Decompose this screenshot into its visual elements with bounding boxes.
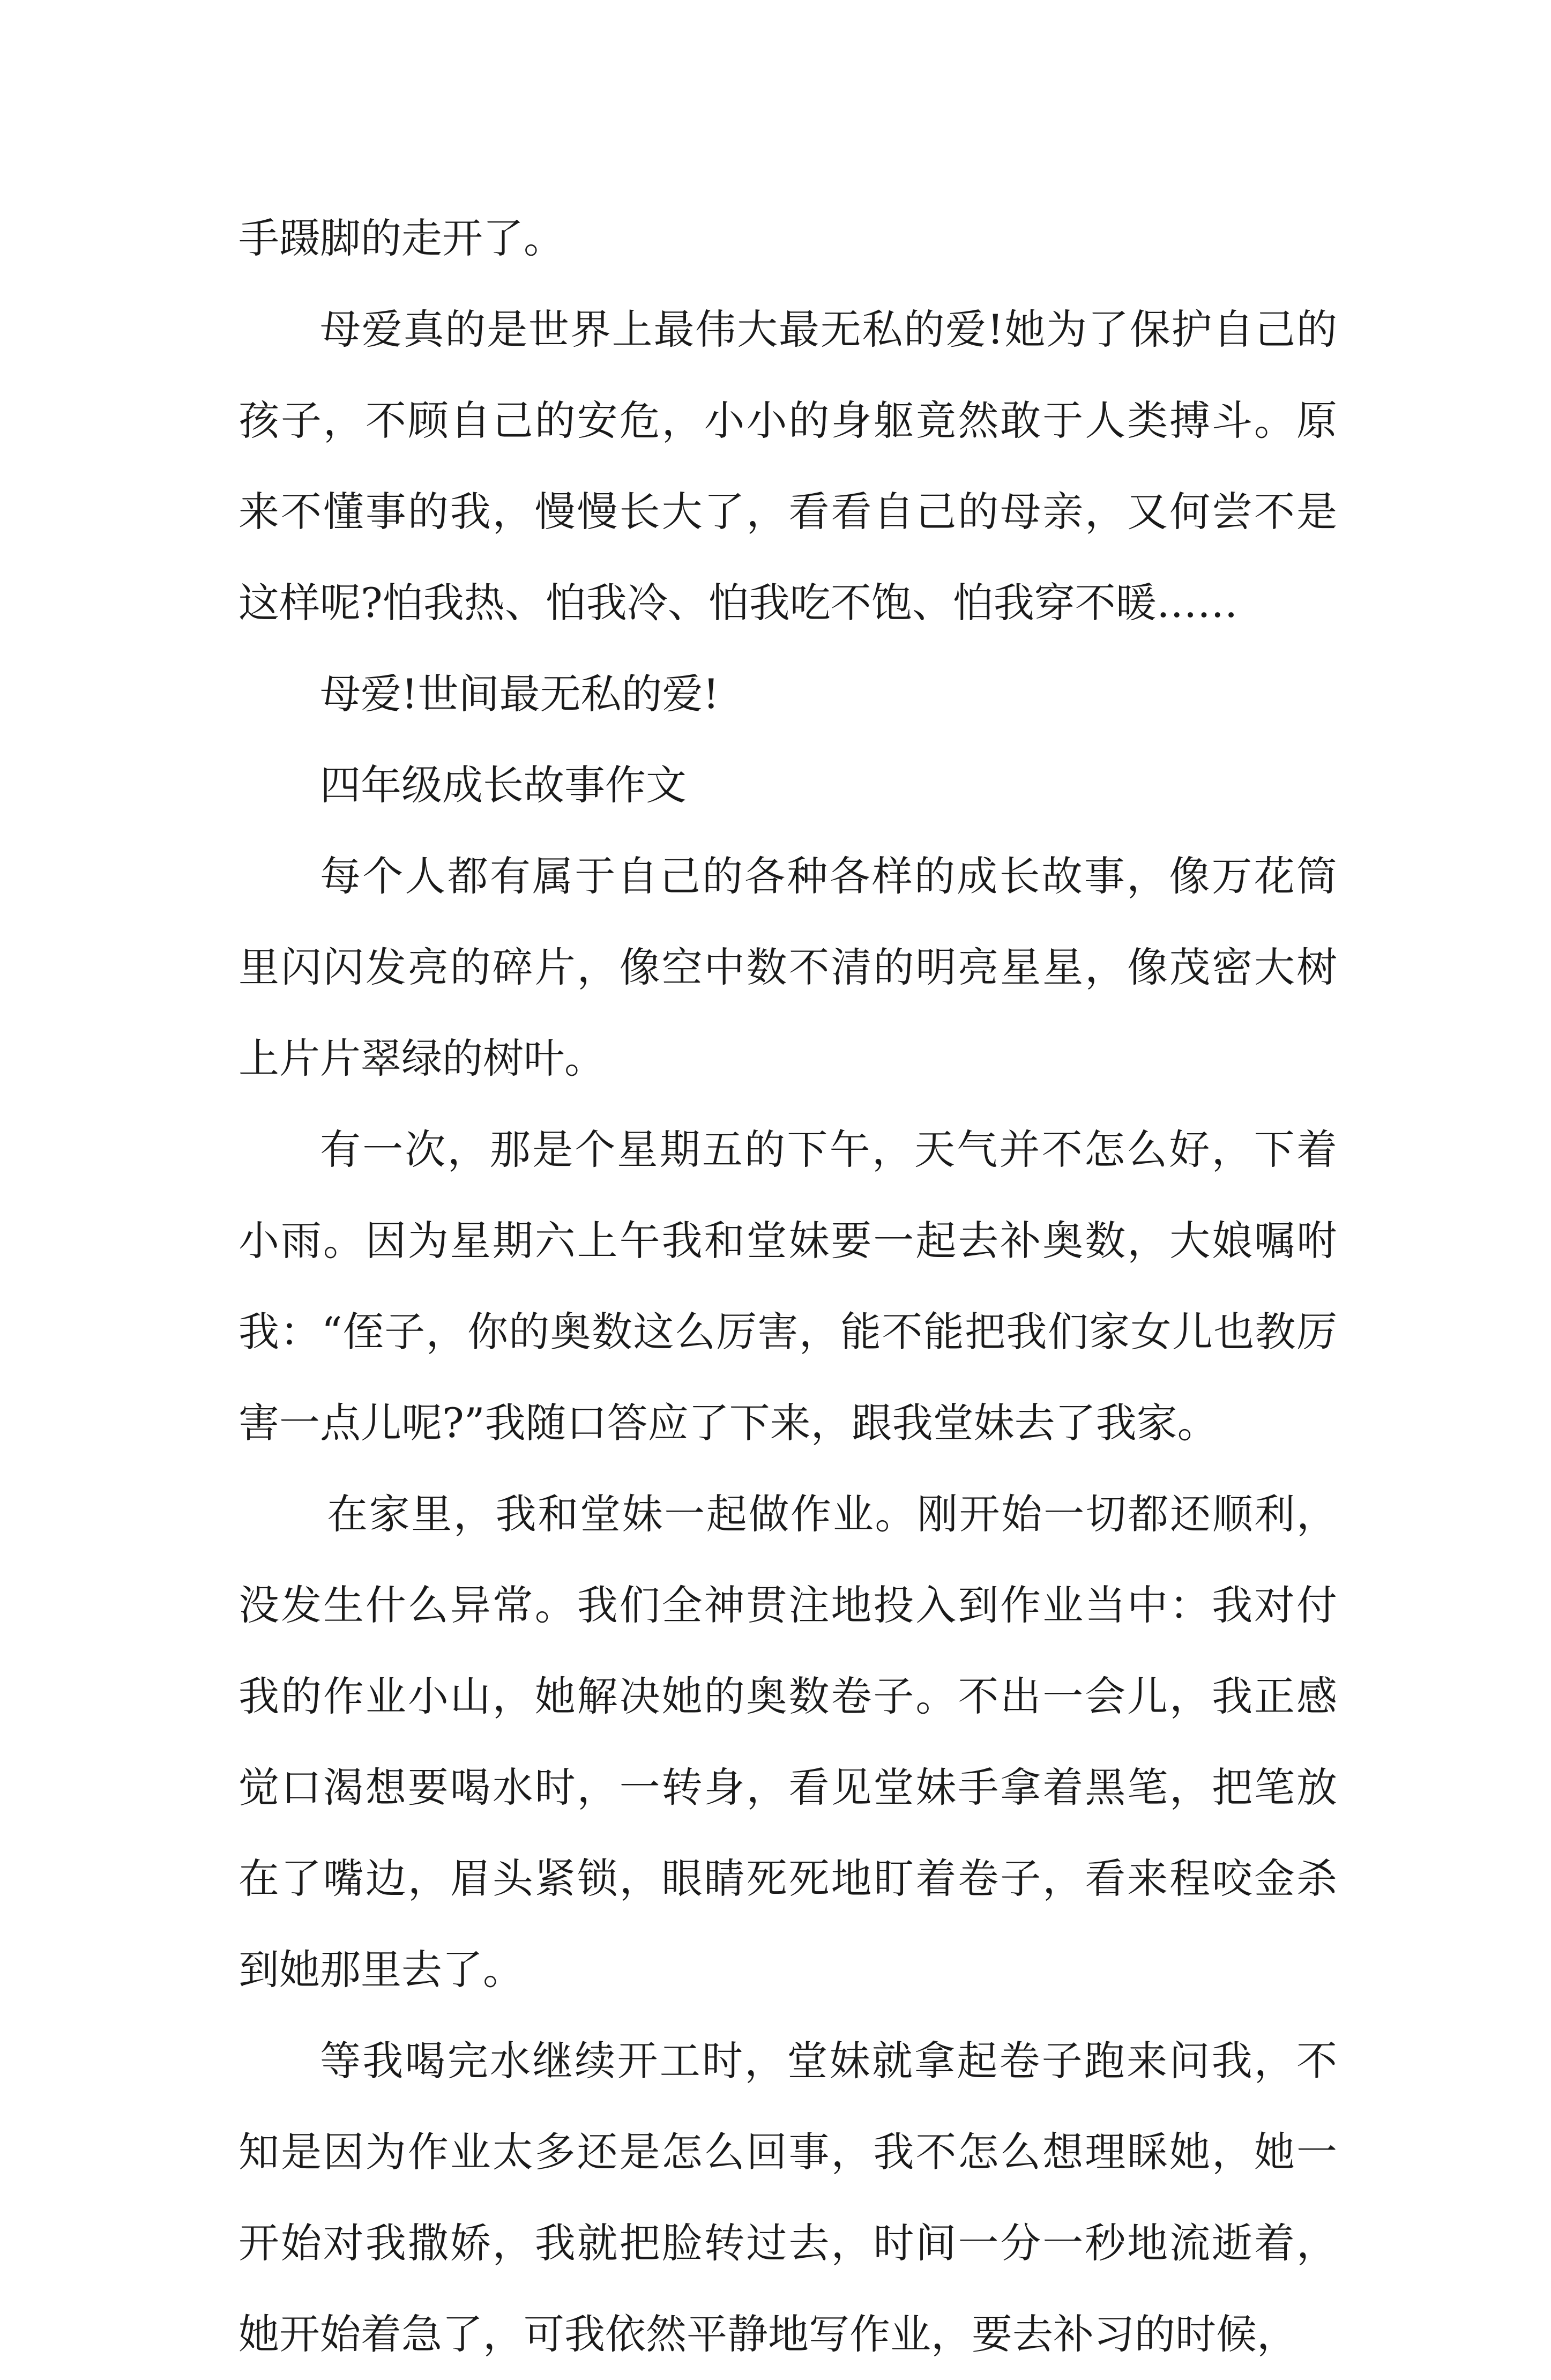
paragraph-continuation: 手蹑脚的走开了。 xyxy=(238,214,564,262)
essay-title: 四年级成长故事作文 xyxy=(320,761,687,809)
paragraph-growth-stories: 每个人都有属于自己的各种各样的成长故事，像万花筒里闪闪发亮的碎片，像空中数不清的明亮星星，像茂密大树上片片翠绿的树叶。 xyxy=(238,852,1337,1082)
document-body xyxy=(238,193,1337,2380)
paragraph-friday-afternoon: 有一次，那是个星期五的下午，天气并不怎么好，下着小雨。因为星期六上午我和堂妹要一起去补奥数，大娘嘱咐我：“侄子，你的奥数这么厉害，能不能把我们家女儿也教厉害一点儿呢?”我随口答应了下来，跟我堂妹去了我家。 xyxy=(238,1126,1337,1447)
paragraph-homework: 在家里，我和堂妹一起做作业。刚开始一切都还顺利，没发生什么异常。我们全神贯注地投入到作业当中：我对付我的作业小山，她解决她的奥数卷子。不出一会儿，我正感觉口渴想要喝水时，一转身，看见堂妹手拿着黑笔，把笔放在了嘴边，眉头紧锁，眼睛死死地盯着卷子，看来程咬金杀到她那里去了。 xyxy=(238,1490,1337,1994)
paragraph-exclamation: 母爱!世间最无私的爱! xyxy=(320,670,720,718)
paragraph-after-water: 等我喝完水继续开工时，堂妹就拿起卷子跑来问我，不知是因为作业太多还是怎么回事，我不怎么想理睬她，她一开始对我撒娇，我就把脸转过去，时间一分一秒地流逝着，她开始着急了，可我依然平静地写作业，要去补习的时候， xyxy=(238,2037,1337,2358)
paragraph-mother-love: 母爱真的是世界上最伟大最无私的爱!她为了保护自己的孩子，不顾自己的安危，小小的身躯竟然敢于人类搏斗。原来不懂事的我，慢慢长大了，看看自己的母亲，又何尝不是这样呢?怕我热、怕我冷、怕我吃不饱、怕我穿不暖…… xyxy=(238,306,1337,627)
